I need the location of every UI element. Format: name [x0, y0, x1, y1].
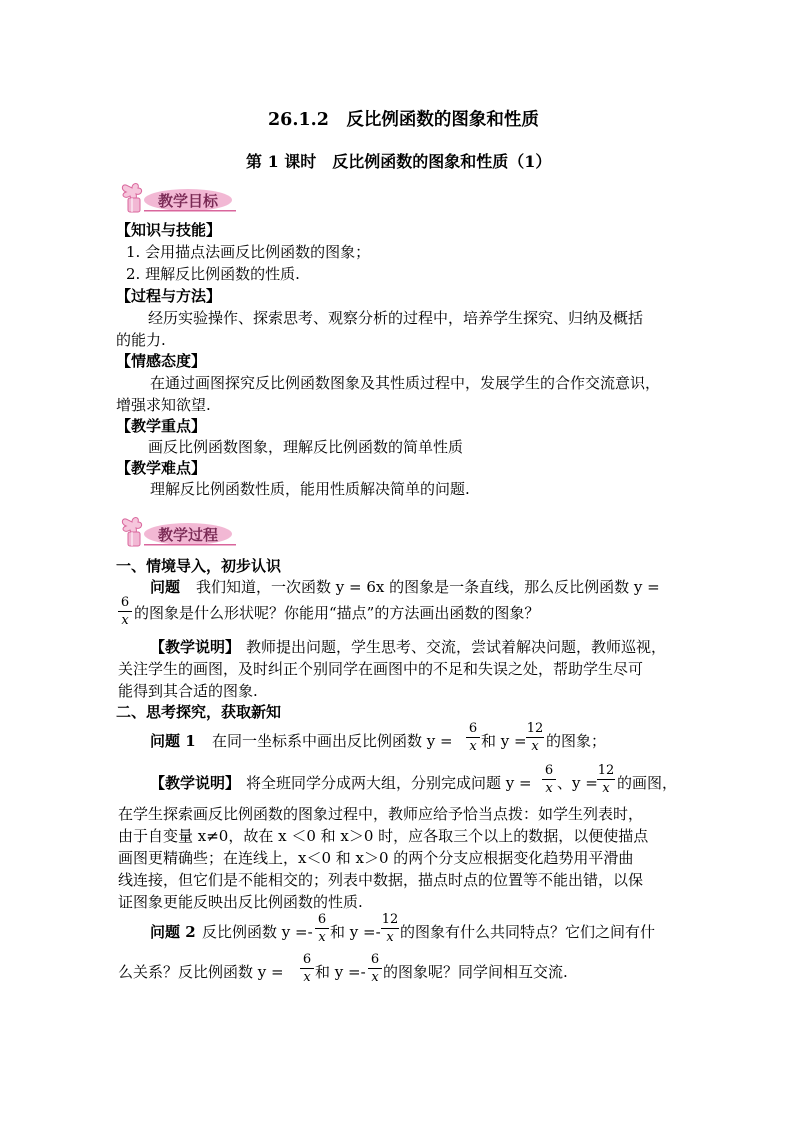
question2-text-a: 反比例函数 y =-	[202, 923, 313, 941]
question2-line2-b: 和 y =-	[315, 963, 366, 981]
note2-line-6: 证图象更能反映出反比例函数的性质.	[118, 893, 363, 911]
question1-text-c: 的图象；	[546, 732, 607, 750]
note2-text-b: 、y =	[557, 774, 598, 792]
knowledge-item-1: 1. 会用描点法画反比例函数的图象；	[126, 243, 371, 261]
note1-line-1: 教师提出问题，学生思考、交流，尝试着解决问题，教师巡视，	[246, 638, 667, 656]
knowledge-heading: 【知识与技能】	[116, 221, 222, 239]
page-title: 26.1.2 反比例函数的图象和性质	[268, 110, 539, 130]
fraction-6-over-x: 6 x	[542, 764, 556, 796]
process-method-heading: 【过程与方法】	[116, 287, 222, 305]
fraction-6-over-x: 6 x	[118, 596, 132, 628]
note2-line-5: 线连接，但它们是不能相交的；列表中数据，描点时点的位置等不能出错，以保	[118, 871, 644, 889]
fraction-12-over-x: 12 x	[597, 763, 615, 796]
knowledge-item-2: 2. 理解反比例函数的性质.	[126, 265, 300, 283]
emotion-line-1: 在通过画图探究反比例函数图象及其性质过程中，发展学生的合作交流意识，	[150, 374, 661, 392]
page-subtitle: 第 1 课时 反比例函数的图象和性质（1）	[246, 152, 552, 171]
fraction-12-over-x: 12 x	[381, 912, 399, 945]
note1-line-3: 能得到其合适的图象.	[118, 682, 258, 700]
question-label: 问题	[150, 578, 181, 596]
emotion-heading: 【情感态度】	[116, 352, 207, 370]
difficult-text: 理解反比例函数性质，能用性质解决简单的问题.	[150, 480, 470, 498]
process-badge	[118, 516, 242, 550]
fraction-6-over-x: 6 x	[368, 953, 382, 985]
note2-line-4: 画图更精确些；在连线上，x＜0 和 x＞0 的两个分支应根据变化趋势用平滑曲	[118, 849, 634, 867]
note1-label: 【教学说明】	[150, 638, 241, 656]
difficult-heading: 【教学难点】	[116, 459, 207, 477]
note2-text-a: 将全班同学分成两大组，分别完成问题 y =	[246, 774, 532, 792]
question1-label: 问题 1	[150, 732, 196, 750]
process-badge-label: 教学过程	[158, 526, 219, 544]
process-method-line-1: 经历实验操作、探索思考、观察分析的过程中，培养学生探究、归纳及概括	[148, 309, 644, 327]
note2-line-2: 在学生探索画反比例函数的图象过程中，教师应给予恰当点拨：如学生列表时，	[118, 805, 644, 823]
note2-text-c: 的画图，	[617, 774, 678, 792]
key-text: 画反比例函数图象，理解反比例函数的简单性质	[148, 438, 464, 456]
process-method-line-2: 的能力.	[116, 331, 166, 349]
note1-line-2: 关注学生的画图，及时纠正个别同学在画图中的不足和失误之处，帮助学生尽可	[118, 660, 644, 678]
part2-heading: 二、思考探究，获取新知	[116, 703, 282, 721]
question2-text-b: 和 y =-	[330, 923, 381, 941]
fraction-6-over-x: 6 x	[315, 913, 329, 945]
fraction-6-over-x: 6 x	[300, 953, 314, 985]
question1-text-a: 在同一坐标系中画出反比例函数 y =	[212, 732, 453, 750]
question1-text-b: 和 y =	[481, 732, 527, 750]
goals-badge	[118, 182, 242, 216]
question2-label: 问题 2	[150, 923, 196, 941]
goals-badge-label: 教学目标	[158, 192, 219, 210]
question-text: 我们知道，一次函数 y = 6x 的图象是一条直线，那么反比例函数 y =	[196, 578, 660, 596]
part1-heading: 一、情境导入，初步认识	[116, 557, 282, 575]
fraction-12-over-x: 12 x	[526, 721, 544, 754]
question-text-2: 的图象是什么形状呢？你能用“描点”的方法画出函数的图象？	[134, 604, 540, 622]
note2-line-3: 由于自变量 x≠0，故在 x ＜0 和 x＞0 时，应各取三个以上的数据，以便使描点	[118, 827, 649, 845]
question2-line2-c: 的图象呢？同学间相互交流.	[383, 963, 568, 981]
emotion-line-2: 增强求知欲望.	[116, 396, 211, 414]
key-heading: 【教学重点】	[116, 417, 207, 435]
question2-text-c: 的图象有什么共同特点？它们之间有什	[400, 923, 656, 941]
note2-label: 【教学说明】	[150, 774, 241, 792]
fraction-6-over-x: 6 x	[466, 722, 480, 754]
question2-line2-a: 么关系？反比例函数 y =	[118, 963, 284, 981]
